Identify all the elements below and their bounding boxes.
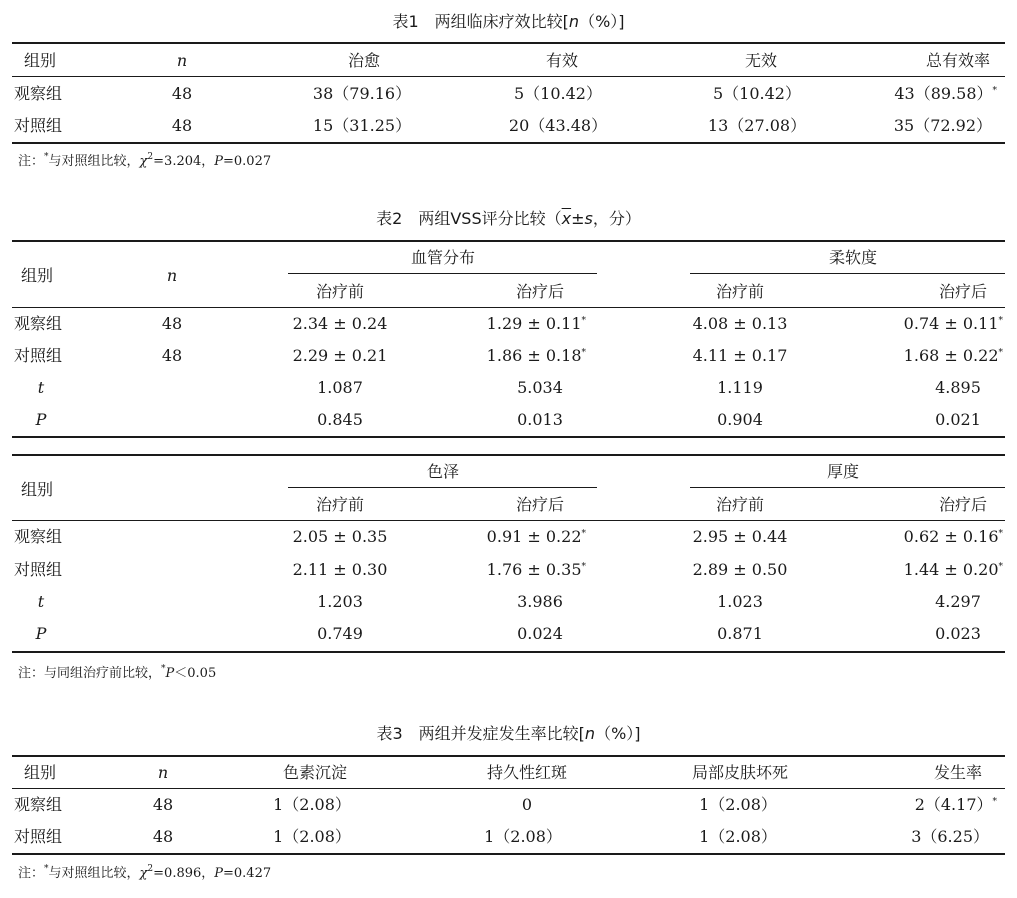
table2-part2-row3-v2: 3.986 <box>517 592 563 611</box>
table2-row2-v2: 1.86 ± 0.18* <box>486 346 586 365</box>
table2-row3-stat-t: t <box>37 378 45 397</box>
table3-title-text: 两组并发症发生率比较[ <box>418 724 585 743</box>
table3-title-end: （%）] <box>595 724 641 743</box>
table1-header-n: n <box>176 51 188 70</box>
table3-row2-group: 对照组 <box>14 827 63 846</box>
table1-row1-total: 43（89.58）* <box>894 84 997 103</box>
table2-row3-v3: 1.119 <box>717 378 763 397</box>
table2-part2-sub-before-2: 治疗前 <box>715 495 765 514</box>
table2-span-rule-pliability <box>690 273 1005 274</box>
table3-note: 注：*与对照组比较，$\chi^2=0.896$，P=0.427 <box>18 864 272 881</box>
table2-part2-row3-v1: 1.203 <box>317 592 363 611</box>
table2-top-rule <box>12 240 1005 242</box>
table1-row2-n: 48 <box>171 116 193 135</box>
table2-sub-before-1: 治疗前 <box>315 282 365 301</box>
table2-header-group: 组别 <box>21 266 54 285</box>
table2-header-color: 色泽 <box>426 462 460 481</box>
table2-part1-bottom-rule <box>12 436 1005 438</box>
table1-header-effective: 有效 <box>545 51 579 70</box>
table2-row4-v1: 0.845 <box>317 410 363 429</box>
table2-row4-v3: 0.904 <box>717 410 763 429</box>
table2-part2-row2-v2: 1.76 ± 0.35* <box>486 560 586 579</box>
table1-row2-total: 35（72.92） <box>893 116 992 135</box>
table1-title-number: 表1 <box>392 12 419 31</box>
table2-header-thickness: 厚度 <box>826 462 860 481</box>
table2-row4-stat-p: P <box>35 410 47 429</box>
table1-title-n: n <box>568 12 580 31</box>
table3-top-rule <box>12 755 1005 757</box>
table1-row2-group: 对照组 <box>14 116 63 135</box>
table3-header-n: n <box>157 763 169 782</box>
table3-row1-pigment: 1（2.08） <box>273 795 351 814</box>
table2-part2-row4-v1: 0.749 <box>317 624 363 643</box>
table2-row3-v1: 1.087 <box>317 378 363 397</box>
table3-header-group: 组别 <box>24 763 57 782</box>
table2-sub-after-2: 治疗后 <box>938 282 987 301</box>
table2-part2-header-group: 组别 <box>21 480 54 499</box>
table1-row1-invalid: 5（10.42） <box>713 84 801 103</box>
table2-row1-v3: 4.08 ± 0.13 <box>692 314 788 333</box>
table2-span-rule-vascular <box>288 273 597 274</box>
table3-header-erythema: 持久性红斑 <box>486 763 568 782</box>
table3-title-n: n <box>584 724 596 743</box>
table2-title-text: 两组VSS评分比较（ <box>418 209 562 228</box>
table2-part2-sub-after-2: 治疗后 <box>938 495 987 514</box>
table2-header-vascular: 血管分布 <box>410 248 476 267</box>
table2-part2-row4-stat-p: P <box>35 624 47 643</box>
table1-title-end: （%）] <box>579 12 625 31</box>
table2-part2-row2-group: 对照组 <box>14 560 63 579</box>
table1-title-text: 两组临床疗效比较[ <box>434 12 569 31</box>
table1-header-cure: 治愈 <box>347 51 381 70</box>
table2-row2-v4: 1.68 ± 0.22* <box>903 346 1003 365</box>
table2-part2-row3-v4: 4.297 <box>935 592 981 611</box>
table2-part2-row1-v2: 0.91 ± 0.22* <box>486 527 586 546</box>
table1-header-total: 总有效率 <box>925 51 990 70</box>
table1-row2-effective: 20（43.48） <box>508 116 608 135</box>
table2-part2-row3-v3: 1.023 <box>717 592 763 611</box>
table1-top-rule <box>12 42 1005 44</box>
table2-header-rule <box>12 307 1005 308</box>
table3-row1-necrosis: 1（2.08） <box>699 795 777 814</box>
table2-row2-v1: 2.29 ± 0.21 <box>292 346 388 365</box>
table2-row1-v4: 0.74 ± 0.11* <box>903 314 1003 333</box>
table2-sub-after-1: 治疗后 <box>515 282 565 301</box>
table2-row2-group: 对照组 <box>14 346 63 365</box>
table3-bottom-rule <box>12 853 1005 855</box>
table2-title-mean-symbol: $\overline{x}$ <box>561 209 572 228</box>
table2-row2-v3: 4.11 ± 0.17 <box>692 346 788 365</box>
table2-header-n: n <box>166 266 178 285</box>
table2-row4-v4: 0.021 <box>935 410 981 429</box>
table1-note: 注：*与对照组比较，$\chi^2=3.204$，P=0.027 <box>18 152 272 169</box>
table2-part2-row2-v1: 2.11 ± 0.30 <box>292 560 388 579</box>
table3-header-rule <box>12 788 1005 789</box>
table2-row1-v2: 1.29 ± 0.11* <box>486 314 586 333</box>
table3-row2-n: 48 <box>152 827 174 846</box>
table2-span-rule-thickness <box>690 487 1005 488</box>
table3-row1-n: 48 <box>152 795 174 814</box>
table3-row2-necrosis: 1（2.08） <box>699 827 777 846</box>
table2-title: 表2 两组VSS评分比较（$\overline{x}\pm s$，分） <box>376 209 641 228</box>
table2-part2-row1-v4: 0.62 ± 0.16* <box>903 527 1003 546</box>
table2-part2-row3-stat-t: t <box>37 592 45 611</box>
table3-title <box>0 721 1017 744</box>
table2-part2-header-rule <box>12 520 1005 521</box>
table2-span-rule-color <box>288 487 597 488</box>
table2-part2-top-rule <box>12 454 1005 456</box>
table3-header-pigment: 色素沉淀 <box>282 763 348 782</box>
table1-row2-cure: 15（31.25） <box>312 116 412 135</box>
table1-row1-cure: 38（79.16） <box>312 84 412 103</box>
table2-part2-row2-v3: 2.89 ± 0.50 <box>692 560 788 579</box>
table1-header-invalid: 无效 <box>744 51 778 70</box>
table2-bottom-rule <box>12 651 1005 653</box>
table3-row1-group: 观察组 <box>14 795 63 814</box>
table1-bottom-rule <box>12 142 1005 144</box>
table2-row3-v2: 5.034 <box>517 378 563 397</box>
table2-row1-n: 48 <box>161 314 183 333</box>
table2-part2-sub-after-1: 治疗后 <box>515 495 565 514</box>
table2-row1-group: 观察组 <box>14 314 63 333</box>
table2-sub-before-2: 治疗前 <box>715 282 765 301</box>
table1-row1-effective: 5（10.42） <box>514 84 602 103</box>
table2-row2-n: 48 <box>161 346 183 365</box>
table2-part2-row4-v4: 0.023 <box>935 624 981 643</box>
table2-part2-sub-before-1: 治疗前 <box>315 495 365 514</box>
table1-row2-invalid: 13（27.08） <box>707 116 807 135</box>
table3-header-necrosis: 局部皮肤坏死 <box>691 763 789 782</box>
table2-part2-row1-group: 观察组 <box>14 527 63 546</box>
table3-title-number: 表3 <box>376 724 403 743</box>
table2-row1-v1: 2.34 ± 0.24 <box>292 314 388 333</box>
table3-row2-pigment: 1（2.08） <box>273 827 351 846</box>
table3-row2-erythema: 1（2.08） <box>484 827 562 846</box>
table3-row1-erythema: 0 <box>521 795 533 814</box>
table2-part2-row2-v4: 1.44 ± 0.20* <box>903 560 1003 579</box>
table3-row2-rate: 3（6.25） <box>911 827 989 846</box>
significance-mark: * <box>992 86 997 96</box>
table2-row3-v4: 4.895 <box>935 378 981 397</box>
table1-title <box>0 9 1017 32</box>
table2-part2-row1-v1: 2.05 ± 0.35 <box>292 527 388 546</box>
table1-row1-n: 48 <box>171 84 193 103</box>
table2-note: 注：与同组治疗前比较，*P＜0.05 <box>18 664 217 681</box>
table2-part2-row4-v3: 0.871 <box>717 624 763 643</box>
table2-header-pliability: 柔软度 <box>828 248 878 267</box>
table2-row4-v2: 0.013 <box>517 410 563 429</box>
table2-title-number: 表2 <box>376 209 403 228</box>
table2-part2-row4-v2: 0.024 <box>517 624 563 643</box>
table1-header-rule <box>12 76 1005 77</box>
table1-header-group: 组别 <box>24 51 57 70</box>
table3-header-rate: 发生率 <box>933 763 982 782</box>
table1-row1-group: 观察组 <box>14 84 63 103</box>
table3-row1-rate: 2（4.17）* <box>914 795 997 814</box>
table2-part2-row1-v3: 2.95 ± 0.44 <box>692 527 788 546</box>
